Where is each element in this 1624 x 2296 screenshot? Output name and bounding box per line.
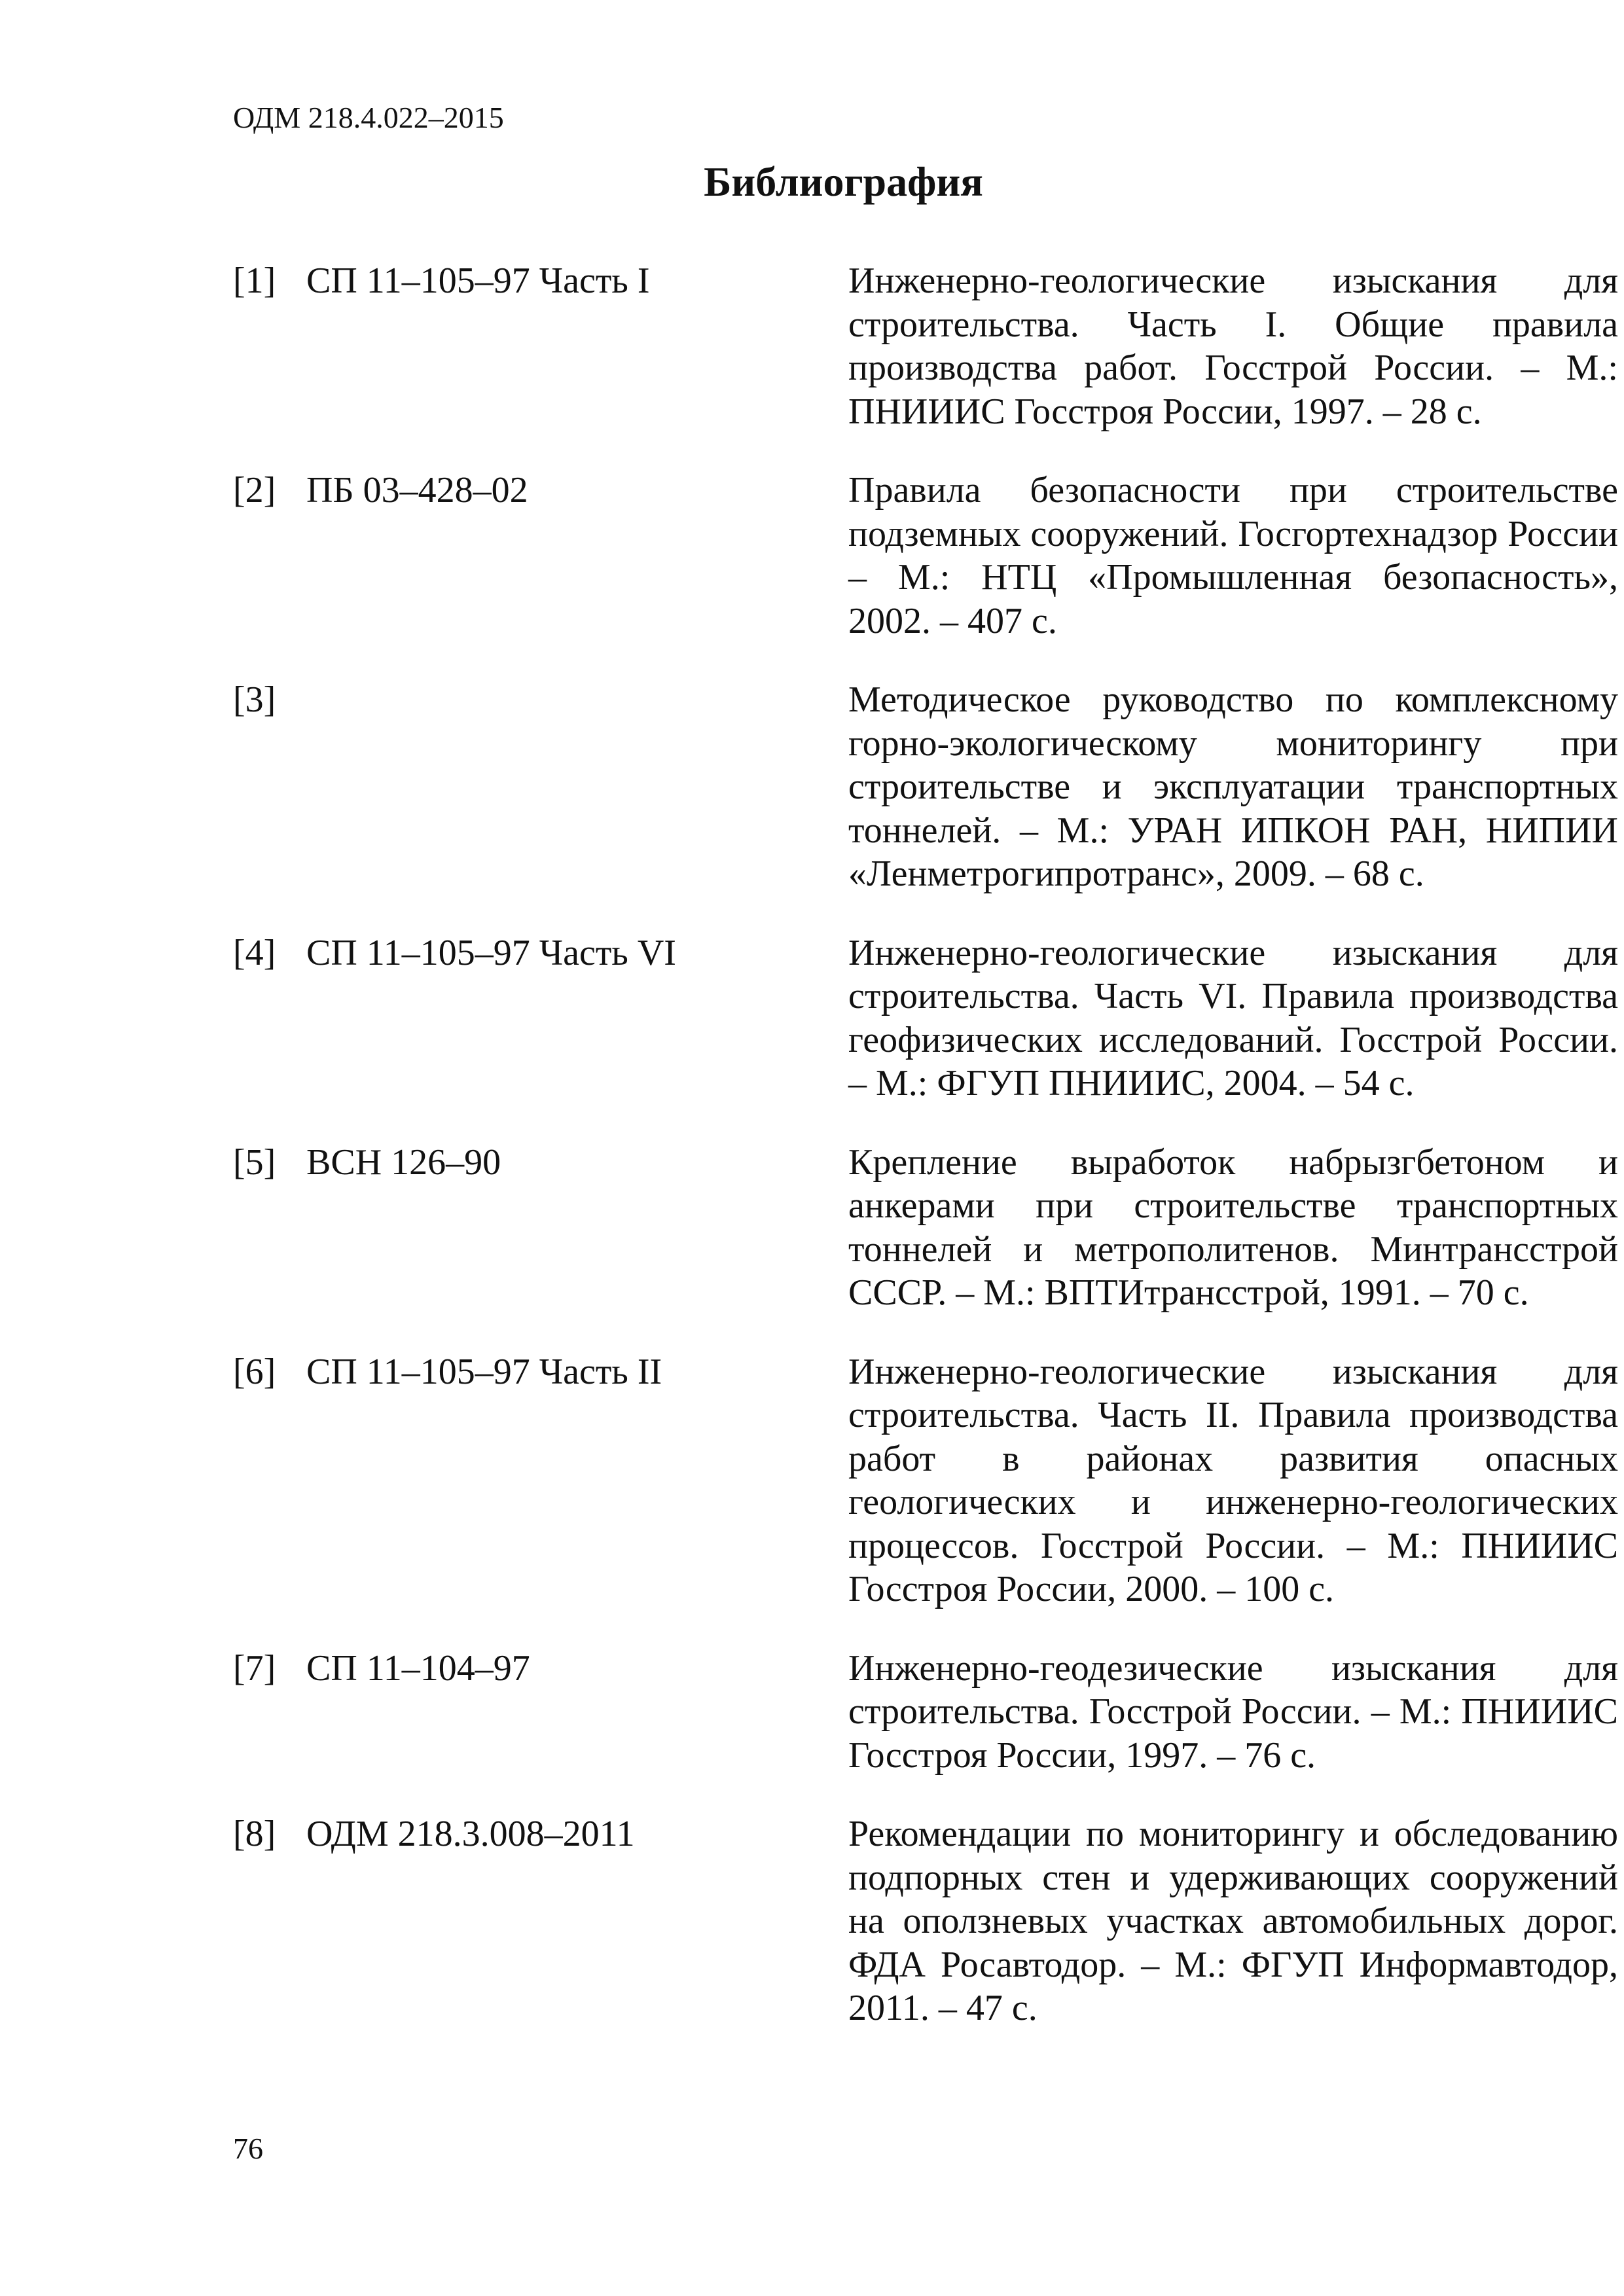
entry-text: Инженерно-геологические изыскания для строительства. Часть II. Правила производства работ в районах развития опасных геологических и инженерно-геологических процессов. Госстрой России. – М.: ПНИИИС Госстроя России, 2000. – 100 с. <box>848 1351 1618 1609</box>
page-number: 76 <box>233 2132 263 2165</box>
bibliography-entry-3 <box>233 678 1618 896</box>
entry-number: [4] <box>233 932 276 973</box>
entry-code: СП 11–105–97 Часть I <box>306 260 650 301</box>
entry-text: Методическое руководство по комплексному горно-экологическому мониторингу при строительстве и эксплуатации транспортных тоннелей. – М.: УРАН ИПКОН РАН, НИПИИ «Ленметрогипротранс», 2009. – 68 с. <box>848 679 1618 894</box>
entry-code: ОДМ 218.3.008–2011 <box>306 1814 635 1854</box>
entry-number: [5] <box>233 1141 276 1183</box>
entry-text: Инженерно-геодезические изыскания для строительства. Госстрой России. – М.: ПНИИИС Госстроя России, 1997. – 76 с. <box>848 1647 1618 1776</box>
entry-code: ВСН 126–90 <box>306 1141 501 1183</box>
entry-text: Инженерно-геологические изыскания для строительства. Часть I. Общие правила производства работ. Госстрой России. – М.: ПНИИИС Госстроя России, 1997. – 28 с. <box>848 260 1618 432</box>
entry-number: [7] <box>233 1647 276 1689</box>
document-code-header: ОДМ 218.4.022–2015 <box>233 101 504 134</box>
entry-code: СП 11–105–97 Часть II <box>306 1351 662 1392</box>
entry-text: Правила безопасности при строительстве подземных сооружений. Госгортехнадзор России – М.: НТЦ «Промышленная безопасность», 2002. – 407 с. <box>848 470 1618 641</box>
entry-number: [3] <box>233 679 276 720</box>
entry-code: СП 11–105–97 Часть VI <box>306 932 676 973</box>
bibliography-entry-6 <box>233 1350 1618 1611</box>
entry-code: СП 11–104–97 <box>306 1647 530 1689</box>
entry-number: [6] <box>233 1351 276 1392</box>
bibliography-entry-1 <box>233 259 1618 433</box>
entry-text: Крепление выработок набрызгбетоном и анкерами при строительстве транспортных тоннелей и метрополитенов. Минтрансстрой СССР. – М.: ВПТИтрансстрой, 1991. – 70 с. <box>848 1141 1618 1313</box>
page-title: Библиография <box>704 158 983 205</box>
bibliography-entry-7 <box>233 1647 1618 1778</box>
entry-text: Инженерно-геологические изыскания для строительства. Часть VI. Правила производства геофизических исследований. Госстрой России. – М.: ФГУП ПНИИИС, 2004. – 54 с. <box>848 932 1618 1103</box>
entry-text: Рекомендации по мониторингу и обследованию подпорных стен и удерживающих сооружений на оползневых участках автомобильных дорог. ФДА Росавтодор. – М.: ФГУП Информавтодор, 2011. – 47 с. <box>848 1814 1618 2028</box>
entry-code: ПБ 03–428–02 <box>306 470 528 511</box>
bibliography-entry-4 <box>233 931 1618 1105</box>
entry-number: [8] <box>233 1814 276 1854</box>
entry-number: [2] <box>233 470 276 511</box>
bibliography-entry-5 <box>233 1141 1618 1315</box>
bibliography-entry-2 <box>233 469 1618 643</box>
entry-number: [1] <box>233 260 276 301</box>
bibliography-list <box>233 259 1618 2066</box>
bibliography-entry-8 <box>233 1812 1618 2030</box>
